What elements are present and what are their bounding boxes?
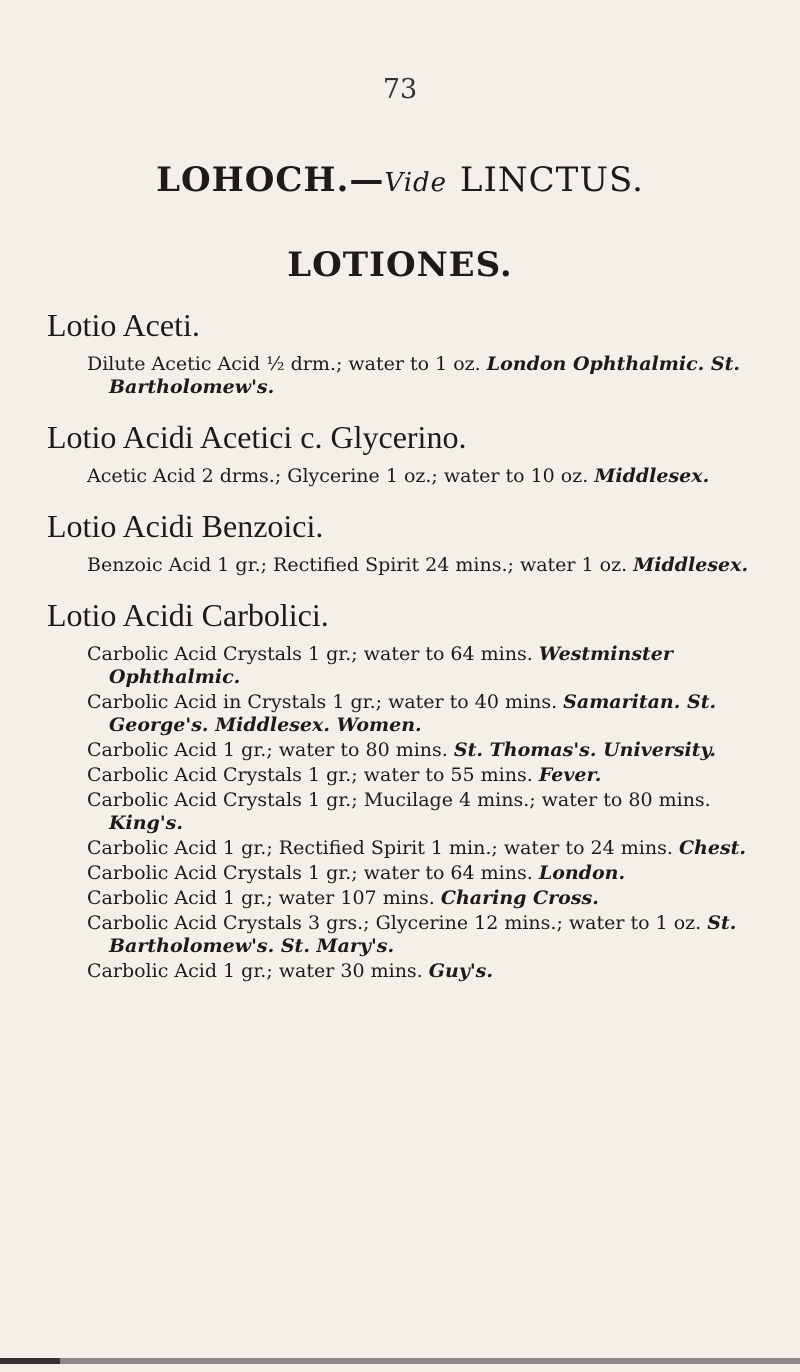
formula-heading: Lotio Acidi Carbolici. (47, 597, 329, 633)
title-dash: — (349, 160, 385, 200)
recipe-entry (87, 739, 767, 762)
formulary-content (47, 305, 767, 1001)
title-main: LOHOCH. (156, 160, 350, 200)
recipe-entry (87, 837, 767, 860)
recipe-text: Benzoic Acid 1 gr.; Rectified Spirit 24 mins.; water 1 oz. (87, 554, 628, 576)
recipe-sources: Chest. (678, 837, 747, 859)
recipe-text: Carbolic Acid 1 gr.; water to 80 mins. (87, 739, 448, 761)
recipe-entry (87, 554, 767, 577)
recipe-sources: King's. (109, 812, 183, 834)
recipe-sources: St. Thomas's. University. (453, 739, 717, 761)
recipe-entry (87, 912, 767, 958)
formula-block (47, 506, 767, 577)
recipe-sources: Samaritan. St. George's. Middlesex. Women. (109, 691, 717, 736)
recipe-sources: St. Bartholomew's. St. Mary's. (109, 912, 737, 957)
recipe-sources: Westminster Ophthalmic. (109, 643, 673, 688)
recipe-entry (87, 353, 767, 399)
page-edge-rule (0, 1358, 800, 1364)
recipe-text: Carbolic Acid Crystals 1 gr.; water to 55 mins. (87, 764, 533, 786)
recipe-text: Carbolic Acid 1 gr.; water 107 mins. (87, 887, 435, 909)
formula-heading: Lotio Aceti. (47, 307, 200, 343)
formula-block (47, 595, 767, 983)
recipe-sources: London. (538, 862, 626, 884)
recipe-sources: London Ophthalmic. St. Bartholomew's. (109, 353, 740, 398)
recipe-entry (87, 960, 767, 983)
recipe-text: Carbolic Acid 1 gr.; water 30 mins. (87, 960, 423, 982)
section-title-lotiones: LOTIONES. (287, 245, 513, 285)
title-vide: Vide (384, 168, 448, 198)
recipe-entry (87, 862, 767, 885)
recipe-entry (87, 764, 767, 787)
recipe-text: Dilute Acetic Acid ½ drm.; water to 1 oz. (87, 353, 481, 375)
recipe-sources: Middlesex. (594, 465, 710, 487)
formula-heading: Lotio Acidi Benzoici. (47, 508, 324, 544)
recipe-entry (87, 643, 767, 689)
recipe-text: Carbolic Acid 1 gr.; Rectified Spirit 1 min.; water to 24 mins. (87, 837, 673, 859)
recipe-entry (87, 465, 767, 488)
recipe-sources: Middlesex. (633, 554, 749, 576)
recipe-sources: Guy's. (428, 960, 493, 982)
recipe-entry (87, 887, 767, 910)
recipe-text: Carbolic Acid in Crystals 1 gr.; water to 40 mins. (87, 691, 558, 713)
formula-block (47, 417, 767, 488)
formula-heading: Lotio Acidi Acetici c. Glycerino. (47, 419, 467, 455)
recipe-text: Carbolic Acid Crystals 1 gr.; water to 64 mins. (87, 643, 533, 665)
formula-block (47, 305, 767, 399)
recipe-entry (87, 691, 767, 737)
page-number: 73 (382, 74, 418, 105)
recipe-sources: Charing Cross. (440, 887, 599, 909)
recipe-text: Acetic Acid 2 drms.; Glycerine 1 oz.; water to 10 oz. (87, 465, 589, 487)
recipe-text: Carbolic Acid Crystals 1 gr.; Mucilage 4 mins.; water to 80 mins. (87, 789, 711, 811)
title-cross-reference: LINCTUS. (459, 160, 644, 200)
recipe-sources: Fever. (538, 764, 602, 786)
recipe-text: Carbolic Acid Crystals 1 gr.; water to 64 mins. (87, 862, 533, 884)
recipe-text: Carbolic Acid Crystals 3 grs.; Glycerine 12 mins.; water to 1 oz. (87, 912, 702, 934)
section-title-lohoch (0, 160, 800, 200)
recipe-entry (87, 789, 767, 835)
